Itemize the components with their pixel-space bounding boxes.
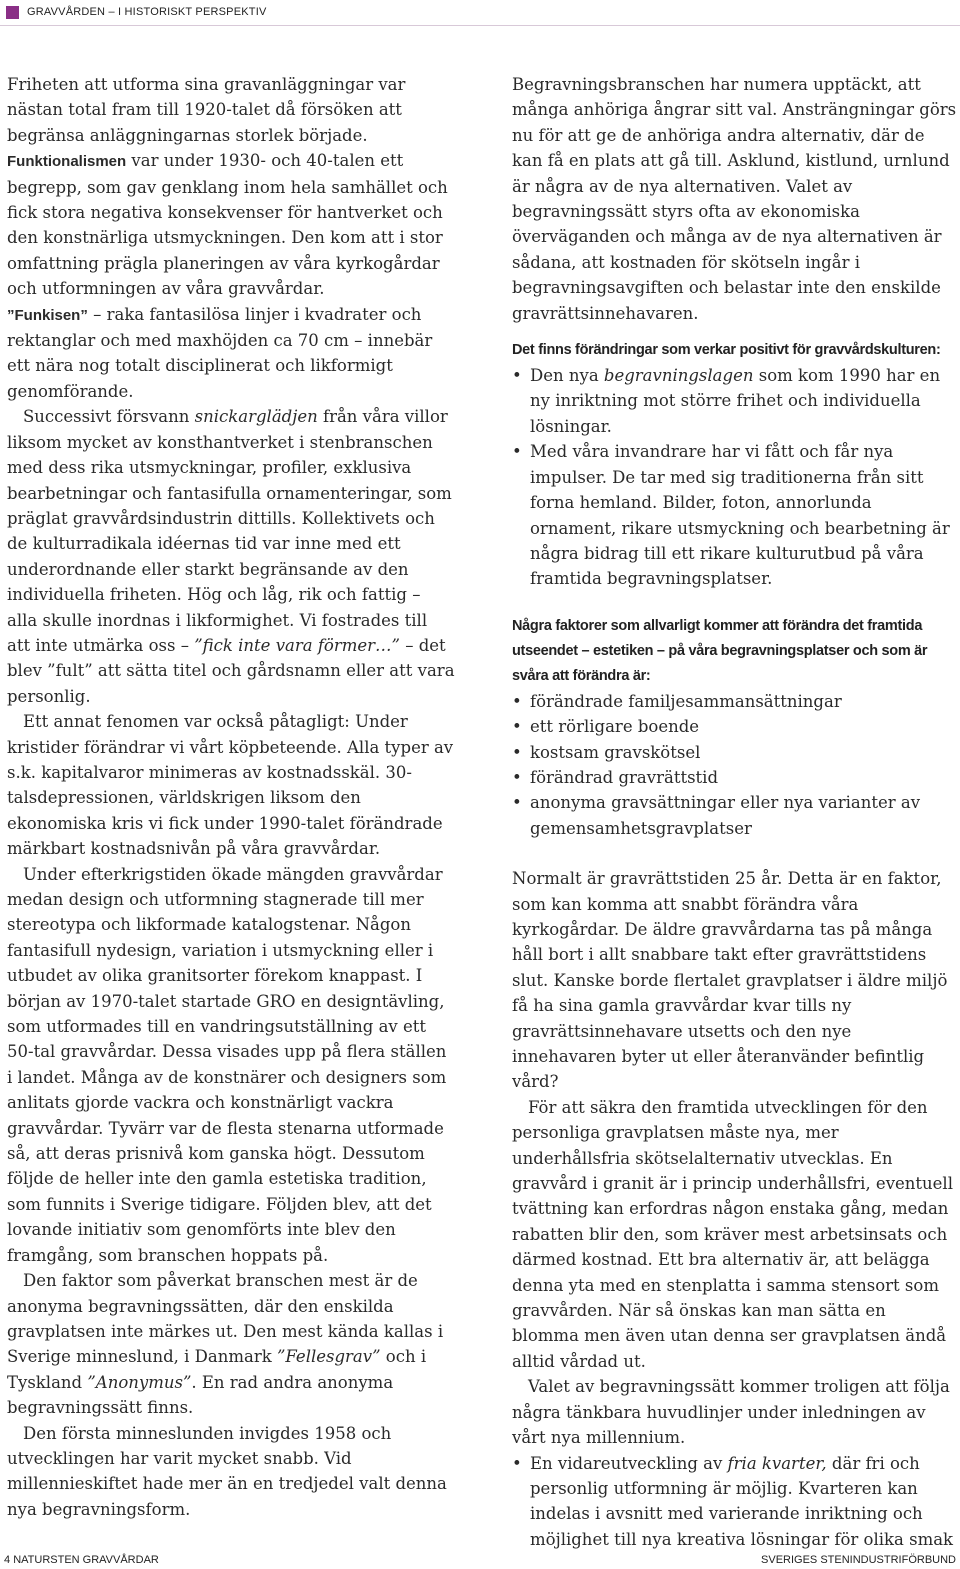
- list-item: [512, 714, 957, 739]
- bullet-list: [512, 689, 957, 841]
- bold-term: ”Funkisen”: [7, 306, 88, 324]
- bullet-icon: •: [512, 691, 522, 711]
- italic-term: ”Anonymus”: [87, 1372, 192, 1392]
- paragraph: Den första minneslunden invigdes 1958 och utvecklingen har varit mycket snabb. Vid millennieskiftet hade mer än en tredjedel valt denna nya begravningsform.: [7, 1423, 447, 1519]
- list-item: [512, 790, 957, 841]
- list-item: [512, 1451, 957, 1553]
- publisher-name: SVERIGES STENINDUSTRIFÖRBUND: [761, 1554, 956, 1566]
- paragraph-text: – raka fantasilösa linjer i kvadrater och rektanglar och med maxhöjden ca 70 cm – innebär ett nära nog totalt disciplinerat och likformigt genomförande.: [7, 304, 433, 401]
- list-item: [512, 765, 957, 790]
- paragraph: Normalt är gravrättstiden 25 år. Detta är en faktor, som kan komma att snabbt förändra våra kyrkogårdar. De äldre gravvårdarna tas på många håll bort i allt snabbare takt efter gravrättstidens slut. Kanske borde flertalet gravplatser i äldre miljö få ha sina gamla gravvårdar kvar tills ny gravrättsinnehavare utsetts och den nye innehavaren byter ut eller återanvänder befintlig vård?: [512, 869, 948, 1092]
- subheading: Några faktorer som allvarligt kommer att förändra det framtida utseendet – estetiken – på våra begravningsplatser och som är svåra att förändra är:: [512, 617, 928, 684]
- page-header: [6, 0, 266, 24]
- left-column: [7, 72, 455, 1522]
- paragraph-text: var under 1930- och 40-talen ett begrepp, som gav genklang inom hela samhället och fick stora negativa konsekvenser för hantverket och den konstnärliga utsmyckningen. Den kom att i stor omfattning prägla planeringen av våra kyrkogårdar och utformningen av våra gravvårdar.: [7, 151, 448, 299]
- bullet-icon: •: [512, 767, 522, 787]
- bullet-icon: •: [512, 442, 522, 462]
- paragraph-text: – det blev ”fult” att sätta titel och gårdsnamn eller att vara personlig.: [7, 635, 455, 706]
- bullet-icon: •: [512, 742, 522, 762]
- list-item: [512, 439, 957, 591]
- list-item-text: där fri och personlig utformning är möjlig. Kvarteren kan indelas i avsnitt med varierande inriktning och möjlighet till nya kreativa lösningar för olika smak: [530, 1453, 954, 1549]
- paragraph-text: och i Tyskland: [7, 1347, 427, 1392]
- paragraph: För att säkra den framtida utvecklingen för den personliga gravplatsen måste nya, mer underhållsfria skötselalternativ utvecklas. En gravvård i granit är i princip underhållsfri, eventuell tvättning kan erfordras någon enstaka gång, medan rabatten blir den, som kräver mest arbetsinsats och därmed kostnad. Ett bra alternativ är, att belägga denna yta med en stenplatta i samma stensort som gravvården. När så önskas kan man sätta en blomma men även utan denna ser gravplatsen ändå alltid vårdad ut.: [512, 1097, 953, 1371]
- list-item-text: kostsam gravskötsel: [530, 742, 701, 762]
- paragraph: Ett annat fenomen var också påtagligt: Under kristider förändrar vi vårt köpbeteende. Alla typer av s.k. kapitalvaror minimeras av kostnadsskäl. 30-talsdepressionen, världskrigen liksom den ekonomiska kris vi fick under 1990-talet förändrade märkbart kostnadsnivån på våra gravvårdar.: [7, 712, 454, 859]
- paragraph-text: . En rad andra anonyma begravningssätt finns.: [7, 1372, 394, 1418]
- italic-term: ”fick inte vara förmer…”: [194, 635, 400, 655]
- paragraph-text: Den faktor som påverkat branschen mest är de anonyma begravningssätten, där den enskilda gravplatsen inte märkes ut. Den mest kända kallas i Sverige minneslund, i Danmark: [7, 1271, 444, 1367]
- list-item: [512, 740, 957, 765]
- list-item-text: som kom 1990 har en ny inriktning mot större frihet och individuella lösningar.: [530, 366, 941, 436]
- paragraph: [7, 148, 455, 301]
- bullet-icon: •: [512, 366, 522, 386]
- paragraph: [7, 404, 455, 709]
- header-accent-square: [6, 6, 19, 19]
- paragraph: [7, 1268, 455, 1420]
- paragraph: Under efterkrigstiden ökade mängden gravvårdar medan design och utformning stagnerade till mer stereotypa och likformade katalogstenar. Någon fantasifull nydesign, variation i utsmyckning eller i utbudet av olika granitsorter förekom knappast. I början av 1970-talet startade GRO en designtävling, som utformades till en vandringsutställning av ett 50-tal gravvårdar. Dessa visades upp på flera ställen i landet. Många av de konstnärer och designers som anlitats gjorde vackra och konstnärligt vackra gravvårdar. Tyvärr var de flesta stenarna utformade så, att deras prisnivå kom ganska högt. Dessutom följde de heller inte den gamla estetiska tradition, som funnits i Sverige tidigare. Följden blev, att det lovande initiativ som genomförts inte blev den framgång, som branschen hoppats på.: [7, 864, 447, 1265]
- paragraph: Valet av begravningssätt kommer troligen att följa några tänkbara huvudlinjer under inledningen av vårt nya millennium.: [512, 1377, 950, 1448]
- italic-term: ”Fellesgrav”: [276, 1347, 381, 1367]
- bullet-list: [512, 1451, 957, 1553]
- list-item-text: Med våra invandrare har vi fått och får nya impulser. De tar med sig traditionerna från sitt forna hemland. Bilder, foton, annorlunda ornament, rikare utsmyckning och bearbetning är några bidrag till ett rikare kulturutbud på våra framtida begravningsplatser.: [530, 442, 950, 589]
- bullet-list: [512, 363, 957, 592]
- footer-left: [4, 1554, 159, 1566]
- list-item: [512, 689, 957, 714]
- page-footer: [0, 1545, 960, 1569]
- subheading: Det finns förändringar som verkar positivt för gravvårdskulturen:: [512, 342, 941, 359]
- paragraph-text: Successivt försvann: [23, 407, 195, 427]
- list-item-text: förändrade familjesammansättningar: [530, 691, 842, 711]
- list-item-text: förändrad gravrättstid: [530, 767, 719, 787]
- list-item-text: Den nya: [530, 366, 604, 386]
- header-title: GRAVVÅRDEN – I HISTORISKT PERSPEKTIV: [27, 6, 267, 18]
- italic-term: begravningslagen: [603, 366, 754, 386]
- bold-term: Funktionalismen: [7, 153, 127, 171]
- paragraph: [7, 302, 455, 405]
- list-item: [512, 363, 957, 439]
- bullet-icon: •: [512, 793, 522, 813]
- list-item-text: ett rörligare boende: [530, 717, 700, 737]
- bullet-icon: •: [512, 1453, 522, 1473]
- bullet-icon: •: [512, 717, 522, 737]
- paragraph-text: från våra villor liksom mycket av konsthantverket i stenbranschen med dess rika utsmyckningar, profiler, exklusiva bearbetningar och fantasifulla ornamenteringar, som präglat gravvårdsindustrin dittills. Kollektivets och de kulturradikala idéernas tid var inne med ett underordnande eller starkt begränsande av den individuella friheten. Hög och låg, rik och fattig – alla skulle inordnas i likformighet. Vi fostrades till att inte utmärka oss –: [7, 407, 452, 655]
- paragraph: Begravningsbranschen har numera upptäckt, att många anhöriga ångrar sitt val. Ansträngningar görs nu för att ge de anhöriga andra alternativ, där de kan få en plats att gå till. Asklund, kistlund, urnlund är några av de nya alternativen. Valet av begravningssätt styrs ofta av ekonomiska överväganden och många av de nya alternativen är sådana, att kostnaden för skötseln ingår i begravningsavgiften och belastar inte den enskilde gravrättsinnehavaren.: [512, 75, 957, 323]
- paragraph: Friheten att utforma sina gravanläggningar var nästan total fram till 1920-talet då försöken att begränsa anläggningarnas storlek började.: [7, 75, 406, 145]
- publication-title: NATURSTEN GRAVVÅRDAR: [13, 1554, 159, 1566]
- list-item-text: anonyma gravsättningar eller nya varianter av gemensamhetsgravplatser: [530, 793, 921, 838]
- header-divider: [0, 25, 960, 26]
- right-column: [512, 72, 957, 1552]
- italic-term: fria kvarter,: [727, 1453, 827, 1473]
- page-number: 4: [4, 1554, 11, 1566]
- italic-term: snickarglädjen: [194, 407, 318, 427]
- list-item-text: En vidareutveckling av: [530, 1453, 728, 1473]
